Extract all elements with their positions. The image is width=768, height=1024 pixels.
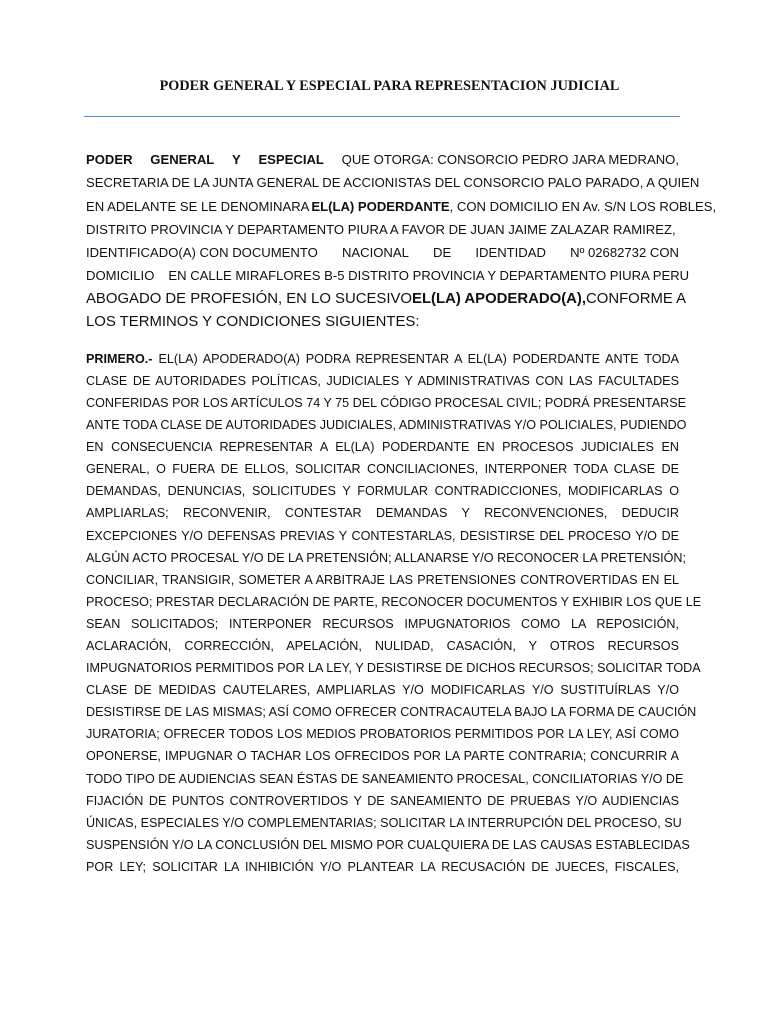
clause-text: EN CONSECUENCIA REPRESENTAR A EL(LA) PODERDANTE EN PROCESOS JUDICIALES EN [86, 440, 679, 455]
intro-paragraph [86, 148, 717, 288]
text-line [86, 480, 679, 502]
clause-label: PRIMERO.- [86, 351, 153, 366]
clause-text: IMPUGNATORIOS PERMITIDOS POR LA LEY, Y DESISTIRSE DE DICHOS RECURSOS; SOLICITAR TODA [86, 661, 701, 676]
text-line [86, 288, 687, 312]
clause-text: JURATORIA; OFRECER TODOS LOS MEDIOS PROBATORIOS PERMITIDOS POR LA LEY, ASÍ COMO [86, 727, 679, 742]
clause-text: TODO TIPO DE AUDIENCIAS SEAN ÉSTAS DE SANEAMIENTO PROCESAL, CONCILIATORIAS Y/O DE [86, 771, 684, 786]
bold-text: PODER [86, 152, 133, 167]
clause-text: ACLARACIÓN, CORRECCIÓN, APELACIÓN, NULIDAD, CASACIÓN, Y OTROS RECURSOS [86, 639, 679, 653]
clause-text: POR LEY; SOLICITAR LA INHIBICIÓN Y/O PLANTEAR LA RECUSACIÓN DE JUECES, FISCALES, [86, 859, 679, 874]
text-line [86, 264, 690, 287]
text-line [86, 348, 679, 370]
clause-text: ALGÚN ACTO PROCESAL Y/O DE LA PRETENSIÓN; ALLANARSE Y/O RECONOCER LA PRETENSIÓN; [86, 550, 687, 565]
text-line [86, 392, 687, 414]
text-segment: Nº 02682732 CON [570, 245, 679, 261]
clause-text: CONCILIAR, TRANSIGIR, SOMETER A ARBITRAJE LAS PRETENSIONES CONTROVERTIDAS EN EL [86, 572, 679, 587]
bold-text: Y [232, 152, 241, 167]
text-segment: DOMICILIO [86, 268, 155, 284]
bold-text: GENERAL [150, 152, 215, 167]
clause-text: FIJACIÓN DE PUNTOS CONTROVERTIDOS Y DE SANEAMIENTO DE PRUEBAS Y/O AUDIENCIAS [86, 793, 679, 808]
clause-text: SUSPENSIÓN Y/O LA CONCLUSIÓN DEL MISMO POR CUALQUIERA DE LAS CAUSAS ESTABLECIDAS [86, 837, 690, 852]
text-line [86, 171, 700, 194]
text-segment: DE [433, 245, 452, 261]
text-segment: IDENTIFICADO(A) CON DOCUMENTO [86, 245, 318, 261]
text-line [86, 613, 679, 635]
clause-text: ÚNICAS, ESPECIALES Y/O COMPLEMENTARIAS; SOLICITAR LA INTERRUPCIÓN DEL PROCESO, SU [86, 815, 682, 830]
text-segment: EN ADELANTE SE LE DENOMINARA [86, 198, 310, 214]
clause-text: GENERAL, O FUERA DE ELLOS, SOLICITAR CONCILIACIONES, INTERPONER TODA CLASE DE [86, 462, 679, 477]
text-line [86, 856, 679, 878]
text-line [86, 723, 679, 745]
text-line [86, 591, 702, 613]
bold-text: EL(LA) APODERADO(A), [412, 290, 586, 307]
text-segment: NACIONAL [341, 245, 409, 261]
text-line [86, 414, 687, 436]
text-line [86, 458, 679, 480]
document-title: PODER GENERAL Y ESPECIAL PARA REPRESENTACION JUDICIAL [159, 78, 620, 94]
text-line [86, 148, 679, 171]
text-segment: SECRETARIA DE LA JUNTA GENERAL DE ACCIONISTAS DEL CONSORCIO PALO PARADO, A QUIEN [86, 175, 700, 191]
clause-text: AMPLIARLAS; RECONVENIR, CONTESTAR DEMANDAS Y RECONVENCIONES, DEDUCIR [86, 506, 679, 521]
text-line [86, 569, 679, 591]
clause-text: DESISTIRSE DE LAS MISMAS; ASÍ COMO OFRECER CONTRACAUTELA BAJO LA FORMA DE CAUCIÓN [86, 705, 697, 720]
text-line [86, 834, 690, 856]
bold-text: ESPECIAL [258, 152, 324, 167]
text-line [86, 657, 701, 679]
text-line [86, 679, 679, 701]
text-line [86, 502, 679, 524]
clause-text: SEAN SOLICITADOS; INTERPONER RECURSOS IMPUGNATORIOS COMO LA REPOSICIÓN, [86, 616, 679, 631]
text-line [86, 436, 679, 458]
clause-text: ANTE TODA CLASE DE AUTORIDADES JUDICIALES, ADMINISTRATIVAS Y/O POLICIALES, PUDIENDO [86, 418, 687, 433]
text-segment: LOS TERMINOS Y CONDICIONES SIGUIENTES: [86, 314, 420, 331]
title-divider [84, 116, 680, 117]
text-line [86, 812, 682, 834]
clause-text: EXCEPCIONES Y/O DEFENSAS PREVIAS Y CONTESTARLAS, DESISTIRSE DEL PROCESO Y/O DE [86, 528, 679, 543]
text-line [86, 370, 679, 392]
text-line [86, 218, 679, 241]
text-line [86, 745, 679, 767]
clause-text: PROCESO; PRESTAR DECLARACIÓN DE PARTE, RECONOCER DOCUMENTOS Y EXHIBIR LOS QUE LE [86, 594, 702, 609]
text-segment: ABOGADO DE PROFESIÓN, EN LO SUCESIVO [86, 290, 413, 307]
text-segment: IDENTIDAD [475, 245, 546, 261]
text-segment: EN CALLE MIRAFLORES B-5 DISTRITO PROVINCIA Y DEPARTAMENTO PIURA PERU [168, 268, 690, 284]
text-segment: QUE OTORGA: CONSORCIO PEDRO JARA MEDRANO, [341, 152, 679, 167]
text-segment: CONFORME A [586, 290, 687, 307]
clause-text: CLASE DE AUTORIDADES POLÍTICAS, JUDICIALES Y ADMINISTRATIVAS CON LAS FACULTADES [86, 373, 679, 388]
clause-text: OPONERSE, IMPUGNAR O TACHAR LOS OFRECIDOS POR LA PARTE CONTRARIA; CONCURRIR A [86, 749, 679, 764]
text-line [86, 701, 697, 723]
text-line [86, 768, 684, 790]
text-line [86, 195, 717, 218]
bold-text: EL(LA) PODERDANTE [311, 198, 450, 214]
document-body [86, 148, 717, 878]
text-line [86, 547, 687, 569]
clause-text: DEMANDAS, DENUNCIAS, SOLICITUDES Y FORMULAR CONTRADICCIONES, MODIFICARLAS O [86, 484, 679, 499]
clause-text: CONFERIDAS POR LOS ARTÍCULOS 74 Y 75 DEL CÓDIGO PROCESAL CIVIL; PODRÁ PRESENTARSE [86, 395, 687, 410]
text-line [86, 635, 679, 657]
text-line [86, 311, 679, 335]
text-line [86, 241, 679, 264]
text-segment: , CON DOMICILIO EN Av. S/N LOS ROBLES, [449, 198, 717, 214]
clause-text: CLASE DE MEDIDAS CAUTELARES, AMPLIARLAS Y/O MODIFICARLAS Y/O SUSTITUÍRLAS Y/O [86, 683, 679, 698]
clause-primero [86, 348, 702, 878]
text-line [86, 790, 679, 812]
clause-text: EL(LA) APODERADO(A) PODRA REPRESENTAR A EL(LA) PODERDANTE ANTE TODA [158, 351, 679, 366]
text-line [86, 525, 679, 547]
text-segment: DISTRITO PROVINCIA Y DEPARTAMENTO PIURA A FAVOR DE JUAN JAIME ZALAZAR RAMIREZ, [86, 221, 676, 237]
intro-paragraph-continued [86, 288, 687, 335]
